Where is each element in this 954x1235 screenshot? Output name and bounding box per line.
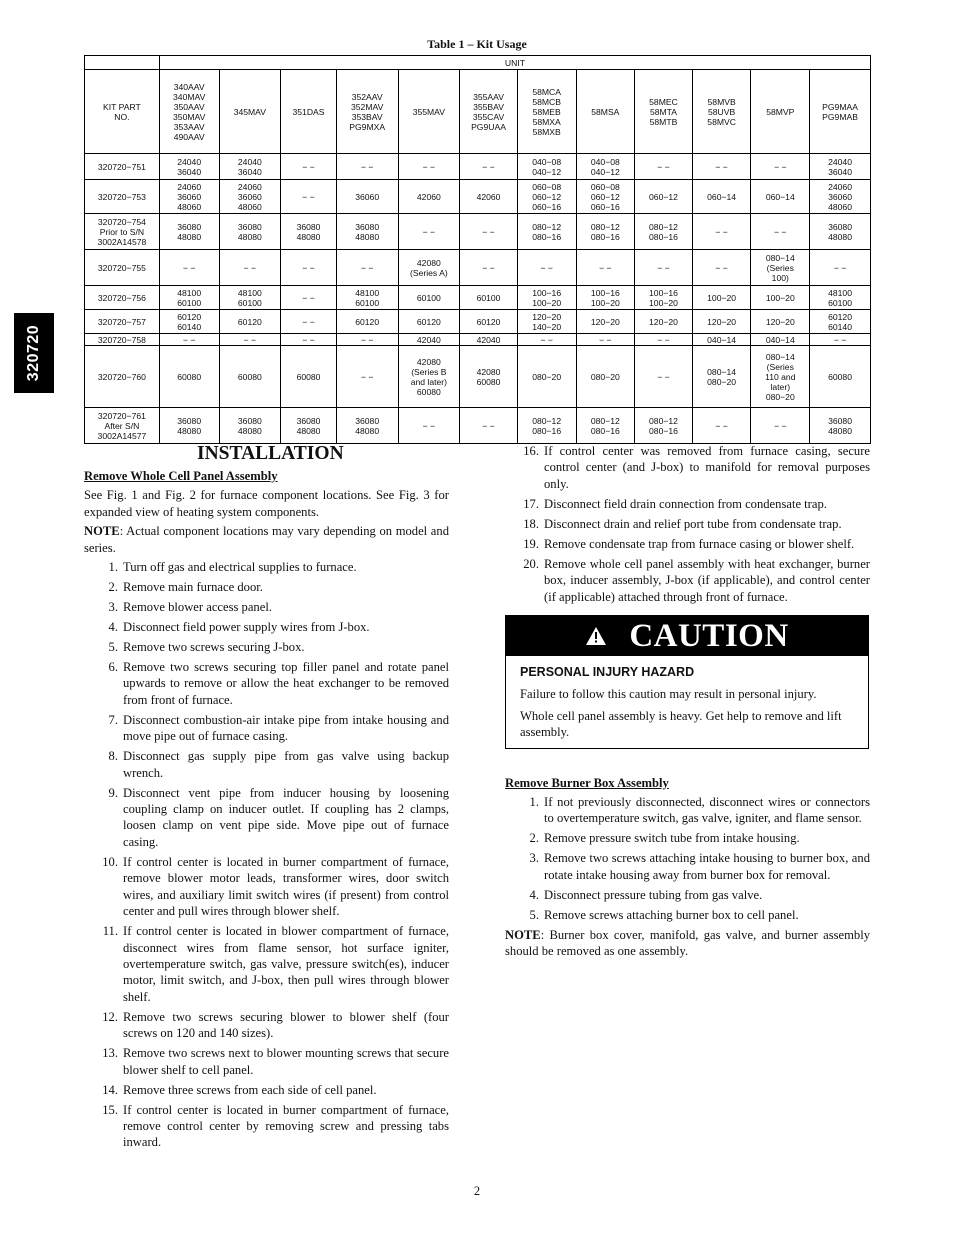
step-number: 1. bbox=[108, 560, 118, 575]
table-cell: 320720−751 bbox=[85, 154, 160, 180]
table-cell: − − bbox=[751, 154, 810, 180]
table-cell: 080−12 080−16 bbox=[635, 408, 693, 444]
step-number: 14. bbox=[102, 1082, 118, 1097]
table-row bbox=[85, 346, 871, 408]
list-item bbox=[505, 907, 870, 923]
table-header-cell: 58MCA 58MCB 58MEB 58MXA 58MXB bbox=[517, 70, 576, 154]
table-cell: − − bbox=[281, 154, 337, 180]
table-cell: 120−20 bbox=[635, 310, 693, 334]
step-text: If not previously disconnected, disconnect wires or connectors to overtemperature switch, gas valve, igniter, and flame sensor. bbox=[544, 795, 870, 826]
table-cell: 120−20 bbox=[751, 310, 810, 334]
table-cell: − − bbox=[281, 310, 337, 334]
table-header-cell: 355MAV bbox=[398, 70, 460, 154]
step-text: Disconnect field drain connection from condensate trap. bbox=[544, 496, 827, 511]
table-cell: 48100 60100 bbox=[219, 286, 281, 310]
table-cell: 320720−755 bbox=[85, 250, 160, 286]
step-number: 19. bbox=[523, 536, 539, 551]
step-number: 13. bbox=[102, 1046, 118, 1061]
note-paragraph: NOTE: Actual component locations may vary depending on model and series. bbox=[84, 524, 449, 555]
table-cell: 100−16 100−20 bbox=[517, 286, 576, 310]
table-cell: 42060 bbox=[398, 180, 460, 214]
table-header-cell: 58MVP bbox=[751, 70, 810, 154]
caution-line-1: Failure to follow this caution may result in personal injury. bbox=[520, 687, 817, 702]
step-text: Remove condensate trap from furnace casing or blower shelf. bbox=[544, 536, 855, 551]
step-number: 12. bbox=[102, 1009, 118, 1024]
table-header-cell: 351DAS bbox=[281, 70, 337, 154]
table-cell: 60120 60140 bbox=[159, 310, 219, 334]
table-cell: 320720−754 Prior to S/N 3002A14578 bbox=[85, 214, 160, 250]
table-cell: 36080 48080 bbox=[219, 408, 281, 444]
table-cell: − − bbox=[751, 408, 810, 444]
step-number: 20. bbox=[523, 556, 539, 571]
table-cell: 080−14 (Series 100) bbox=[751, 250, 810, 286]
list-item bbox=[84, 1009, 449, 1042]
step-text: Remove whole cell panel assembly with heat exchanger, burner box, inducer assembly, J-box (if applicable), and control center (if applicable) attached through front of furnace. bbox=[544, 556, 870, 604]
table-header-row bbox=[85, 70, 871, 154]
table-cell: 080−12 080−16 bbox=[576, 408, 635, 444]
table-header-cell: 58MSA bbox=[576, 70, 635, 154]
page-number: 2 bbox=[473, 1184, 481, 1198]
table-cell: 040−08 040−12 bbox=[576, 154, 635, 180]
table-cell: − − bbox=[576, 250, 635, 286]
table-cell: 100−20 bbox=[692, 286, 751, 310]
step-text: Remove two screws next to blower mounting screws that secure blower shelf to cell panel. bbox=[123, 1046, 449, 1077]
table-cell: − − bbox=[692, 214, 751, 250]
step-text: Remove blower access panel. bbox=[123, 600, 272, 615]
table-cell: 60120 bbox=[398, 310, 460, 334]
table-header-cell: 345MAV bbox=[219, 70, 281, 154]
table-cell: 48100 60100 bbox=[810, 286, 871, 310]
step-number: 8. bbox=[108, 749, 118, 764]
table-cell: 080−12 080−16 bbox=[517, 408, 576, 444]
table-cell: 36080 48080 bbox=[219, 214, 281, 250]
table-header-cell: 340AAV 340MAV 350AAV 350MAV 353AAV 490AAV bbox=[159, 70, 219, 154]
step-text: Remove two screws securing blower to blower shelf (four screws on 120 and 140 sizes). bbox=[123, 1009, 449, 1041]
table-row bbox=[85, 286, 871, 310]
table-cell: 080−20 bbox=[517, 346, 576, 408]
step-number: 2. bbox=[529, 831, 539, 846]
step-text: If control center is located in blower compartment of furnace, disconnect wires from flame sensor, hot surface igniter, overtemperature switch, gas valve, pressure switch(es), inducer motor, limit switch, and J-box, then pull wires through blower shelf. bbox=[123, 924, 449, 1004]
table-header-cell: 58MVB 58UVB 58MVC bbox=[692, 70, 751, 154]
kit-usage-table bbox=[84, 55, 871, 444]
step-number: 4. bbox=[529, 887, 539, 902]
table-cell: 320720−761 After S/N 3002A14577 bbox=[85, 408, 160, 444]
caution-box bbox=[505, 615, 869, 749]
list-item bbox=[84, 1102, 449, 1151]
warning-triangle-icon bbox=[585, 626, 607, 646]
table-row bbox=[85, 310, 871, 334]
table-cell: 080−14 (Series 110 and later) 080−20 bbox=[751, 346, 810, 408]
table-cell: − − bbox=[635, 250, 693, 286]
table-cell: 040−14 bbox=[751, 334, 810, 346]
table-cell: − − bbox=[517, 250, 576, 286]
table-cell: − − bbox=[751, 214, 810, 250]
table-cell: 36080 48080 bbox=[281, 214, 337, 250]
table-cell: 60080 bbox=[159, 346, 219, 408]
table-row bbox=[85, 408, 871, 444]
table-cell: − − bbox=[281, 250, 337, 286]
step-number: 6. bbox=[108, 660, 118, 675]
table-row bbox=[85, 180, 871, 214]
table-title: Table 1 – Kit Usage bbox=[427, 37, 527, 51]
caution-hazard: PERSONAL INJURY HAZARD bbox=[520, 665, 695, 680]
step-text: Remove main furnace door. bbox=[123, 580, 263, 595]
step-text: Remove two screws securing J-box. bbox=[123, 640, 305, 655]
table-cell: 42080 (Series B and later) 60080 bbox=[398, 346, 460, 408]
table-cell: 060−14 bbox=[751, 180, 810, 214]
table-row bbox=[85, 334, 871, 346]
table-cell: − − bbox=[398, 154, 460, 180]
step-number: 1. bbox=[529, 795, 539, 810]
table-header-cell: 355AAV 355BAV 355CAV PG9UAA bbox=[460, 70, 518, 154]
steps-list-burner bbox=[505, 794, 870, 923]
table-cell: 060−08 060−12 060−16 bbox=[576, 180, 635, 214]
step-number: 7. bbox=[108, 712, 118, 727]
table-cell: 24040 36040 bbox=[159, 154, 219, 180]
step-number: 11. bbox=[102, 924, 118, 939]
table-cell: − − bbox=[219, 250, 281, 286]
step-number: 17. bbox=[523, 496, 539, 511]
table-cell: 42040 bbox=[460, 334, 518, 346]
step-number: 5. bbox=[108, 640, 118, 655]
table-row bbox=[85, 154, 871, 180]
table-cell: 60120 bbox=[219, 310, 281, 334]
table-cell: 42080 60080 bbox=[460, 346, 518, 408]
list-item bbox=[84, 1045, 449, 1078]
table-cell: − − bbox=[460, 154, 518, 180]
list-item bbox=[84, 923, 449, 1005]
step-text: Remove pressure switch tube from intake housing. bbox=[544, 831, 800, 846]
step-number: 9. bbox=[108, 785, 118, 800]
table-cell: − − bbox=[398, 408, 460, 444]
step-text: If control center is located in burner compartment of furnace, remove blower motor leads, transformer wires, door switch wires, and auxiliary limit switch wires (if present) from control center and pull wires through blower shelf. bbox=[123, 854, 449, 919]
table-cell: − − bbox=[460, 214, 518, 250]
table-cell: 120−20 140−20 bbox=[517, 310, 576, 334]
list-item bbox=[505, 830, 870, 846]
step-text: If control center is located in burner compartment of furnace, remove control center by removing screw and pressing tabs inward. bbox=[123, 1102, 449, 1150]
list-item bbox=[84, 748, 449, 781]
list-item bbox=[84, 619, 449, 635]
table-cell: 36080 48080 bbox=[810, 214, 871, 250]
table-cell: 36080 48080 bbox=[281, 408, 337, 444]
step-number: 3. bbox=[529, 851, 539, 866]
list-item bbox=[84, 599, 449, 615]
step-text: Disconnect field power supply wires from J-box. bbox=[123, 620, 370, 635]
list-item bbox=[505, 887, 870, 903]
table-cell: 60080 bbox=[281, 346, 337, 408]
table-cell: 320720−756 bbox=[85, 286, 160, 310]
table-cell: 60100 bbox=[398, 286, 460, 310]
table-cell: − − bbox=[281, 334, 337, 346]
table-cell: 320720−757 bbox=[85, 310, 160, 334]
step-text: Turn off gas and electrical supplies to furnace. bbox=[123, 560, 357, 575]
table-cell: 040−14 bbox=[692, 334, 751, 346]
table-header-cell: PG9MAA PG9MAB bbox=[810, 70, 871, 154]
table-cell: 24060 36060 48060 bbox=[219, 180, 281, 214]
list-item bbox=[505, 556, 870, 605]
caution-title: CAUTION bbox=[629, 617, 789, 654]
table-cell: 60120 bbox=[460, 310, 518, 334]
table-cell: 42080 (Series A) bbox=[398, 250, 460, 286]
list-item bbox=[84, 559, 449, 575]
list-item bbox=[84, 1082, 449, 1098]
installation-heading: INSTALLATION bbox=[197, 443, 344, 464]
list-item bbox=[505, 443, 870, 492]
table-cell: 080−20 bbox=[576, 346, 635, 408]
side-tab: 320720 bbox=[14, 313, 54, 393]
steps-list-right bbox=[505, 443, 870, 605]
table-cell: 120−20 bbox=[576, 310, 635, 334]
table-unit-header: UNIT bbox=[159, 56, 870, 70]
list-item bbox=[84, 854, 449, 920]
step-text: If control center was removed from furnace casing, secure control center (and J-box) to manifold for removal purposes only. bbox=[544, 444, 870, 491]
table-cell: − − bbox=[281, 180, 337, 214]
step-text: Disconnect pressure tubing from gas valve. bbox=[544, 887, 763, 902]
table-cell: − − bbox=[159, 334, 219, 346]
table-cell: 100−20 bbox=[751, 286, 810, 310]
table-cell: − − bbox=[810, 250, 871, 286]
table-cell: − − bbox=[692, 250, 751, 286]
table-cell: 320720−760 bbox=[85, 346, 160, 408]
step-text: Disconnect drain and relief port tube from condensate trap. bbox=[544, 516, 842, 531]
table-cell: 060−14 bbox=[692, 180, 751, 214]
step-text: Remove three screws from each side of cell panel. bbox=[123, 1082, 377, 1097]
table-cell: 080−12 080−16 bbox=[576, 214, 635, 250]
step-number: 4. bbox=[108, 620, 118, 635]
table-cell: − − bbox=[460, 408, 518, 444]
table-cell: − − bbox=[219, 334, 281, 346]
table-cell: − − bbox=[398, 214, 460, 250]
table-cell: − − bbox=[810, 334, 871, 346]
table-cell: 320720−753 bbox=[85, 180, 160, 214]
table-cell: 100−16 100−20 bbox=[635, 286, 693, 310]
table-header-cell: 58MEC 58MTA 58MTB bbox=[635, 70, 693, 154]
step-number: 15. bbox=[102, 1102, 118, 1117]
table-cell: 42040 bbox=[398, 334, 460, 346]
left-column bbox=[84, 442, 449, 1154]
caution-header bbox=[506, 616, 868, 656]
table-cell: 24040 36040 bbox=[810, 154, 871, 180]
step-text: Disconnect vent pipe from inducer housing by loosening coupling clamp on inducer outlet. If coupling has 2 clamps, loosen clamp on vent pipe side. Move pipe out of furnace casing. bbox=[123, 785, 449, 849]
table-row bbox=[85, 214, 871, 250]
table-cell: 320720−758 bbox=[85, 334, 160, 346]
table-cell: 080−14 080−20 bbox=[692, 346, 751, 408]
table-cell: − − bbox=[159, 250, 219, 286]
table-cell: 24040 36040 bbox=[219, 154, 281, 180]
step-number: 2. bbox=[108, 580, 118, 595]
table-cell: − − bbox=[460, 250, 518, 286]
table-cell: 36080 48080 bbox=[159, 214, 219, 250]
table-cell: − − bbox=[692, 154, 751, 180]
table-cell: − − bbox=[336, 334, 398, 346]
step-text: Remove two screws attaching intake housing to burner box, and rotate intake housing away from burner box for removal. bbox=[544, 851, 870, 882]
table-cell: − − bbox=[281, 286, 337, 310]
table-cell: 100−16 100−20 bbox=[576, 286, 635, 310]
table-cell: 060−12 bbox=[635, 180, 693, 214]
table-cell: 36060 bbox=[336, 180, 398, 214]
list-item bbox=[505, 496, 870, 512]
list-item bbox=[84, 579, 449, 595]
table-cell: 60080 bbox=[219, 346, 281, 408]
table-cell: − − bbox=[336, 346, 398, 408]
step-number: 5. bbox=[529, 907, 539, 922]
table-cell: 60080 bbox=[810, 346, 871, 408]
table-cell: − − bbox=[576, 334, 635, 346]
list-item bbox=[505, 536, 870, 552]
step-text: Disconnect combustion-air intake pipe from intake housing and move pipe out of furnace casing. bbox=[123, 712, 449, 744]
intro-paragraph: See Fig. 1 and Fig. 2 for furnace component locations. See Fig. 3 for expanded view of heating system components. bbox=[84, 488, 449, 519]
list-item bbox=[84, 785, 449, 851]
step-text: Remove two screws securing top filler panel and rotate panel upwards to remove or allow the heat exchanger to be removed from front of furnace. bbox=[123, 660, 449, 707]
table-cell: 36080 48080 bbox=[159, 408, 219, 444]
section-title-burner-box: Remove Burner Box Assembly bbox=[505, 775, 669, 790]
table-cell: 36080 48080 bbox=[810, 408, 871, 444]
table-cell: − − bbox=[517, 334, 576, 346]
list-item bbox=[84, 639, 449, 655]
table-cell: 080−12 080−16 bbox=[635, 214, 693, 250]
table-cell: 60120 60140 bbox=[810, 310, 871, 334]
table-cell: 24060 36060 48060 bbox=[810, 180, 871, 214]
caution-line-2: Whole cell panel assembly is heavy. Get help to remove and lift assembly. bbox=[520, 708, 842, 740]
table-cell: 48100 60100 bbox=[159, 286, 219, 310]
table-row bbox=[85, 250, 871, 286]
table-header-cell: 352AAV 352MAV 353BAV PG9MXA bbox=[336, 70, 398, 154]
table-cell: − − bbox=[336, 154, 398, 180]
table-cell: 42060 bbox=[460, 180, 518, 214]
table-cell: 080−12 080−16 bbox=[517, 214, 576, 250]
table-cell: 48100 60100 bbox=[336, 286, 398, 310]
step-number: 3. bbox=[108, 600, 118, 615]
list-item bbox=[505, 794, 870, 827]
table-cell: − − bbox=[635, 154, 693, 180]
list-item bbox=[505, 850, 870, 883]
list-item bbox=[84, 659, 449, 708]
list-item bbox=[505, 516, 870, 532]
table-cell: 24060 36060 48060 bbox=[159, 180, 219, 214]
table-unit-corner bbox=[85, 56, 160, 70]
right-column bbox=[505, 443, 870, 963]
table-cell: − − bbox=[692, 408, 751, 444]
step-number: 10. bbox=[102, 854, 118, 869]
table-cell: 040−08 040−12 bbox=[517, 154, 576, 180]
list-item bbox=[84, 712, 449, 745]
step-number: 18. bbox=[523, 516, 539, 531]
table-cell: 60120 bbox=[336, 310, 398, 334]
table-cell: 36080 48080 bbox=[336, 408, 398, 444]
table-cell: 120−20 bbox=[692, 310, 751, 334]
step-text: Remove screws attaching burner box to cell panel. bbox=[544, 907, 799, 922]
table-cell: 36080 48080 bbox=[336, 214, 398, 250]
steps-list-left bbox=[84, 559, 449, 1151]
table-cell: − − bbox=[635, 346, 693, 408]
table-cell: − − bbox=[635, 334, 693, 346]
step-number: 16. bbox=[523, 444, 539, 458]
table-cell: 060−08 060−12 060−16 bbox=[517, 180, 576, 214]
table-header-cell: KIT PART NO. bbox=[85, 70, 160, 154]
section-title-whole-cell: Remove Whole Cell Panel Assembly bbox=[84, 469, 278, 483]
note2-paragraph: NOTE: Burner box cover, manifold, gas valve, and burner assembly should be removed as one assembly. bbox=[505, 927, 870, 959]
step-text: Disconnect gas supply pipe from gas valve using backup wrench. bbox=[123, 749, 449, 780]
table-cell: − − bbox=[336, 250, 398, 286]
table-cell: 60100 bbox=[460, 286, 518, 310]
